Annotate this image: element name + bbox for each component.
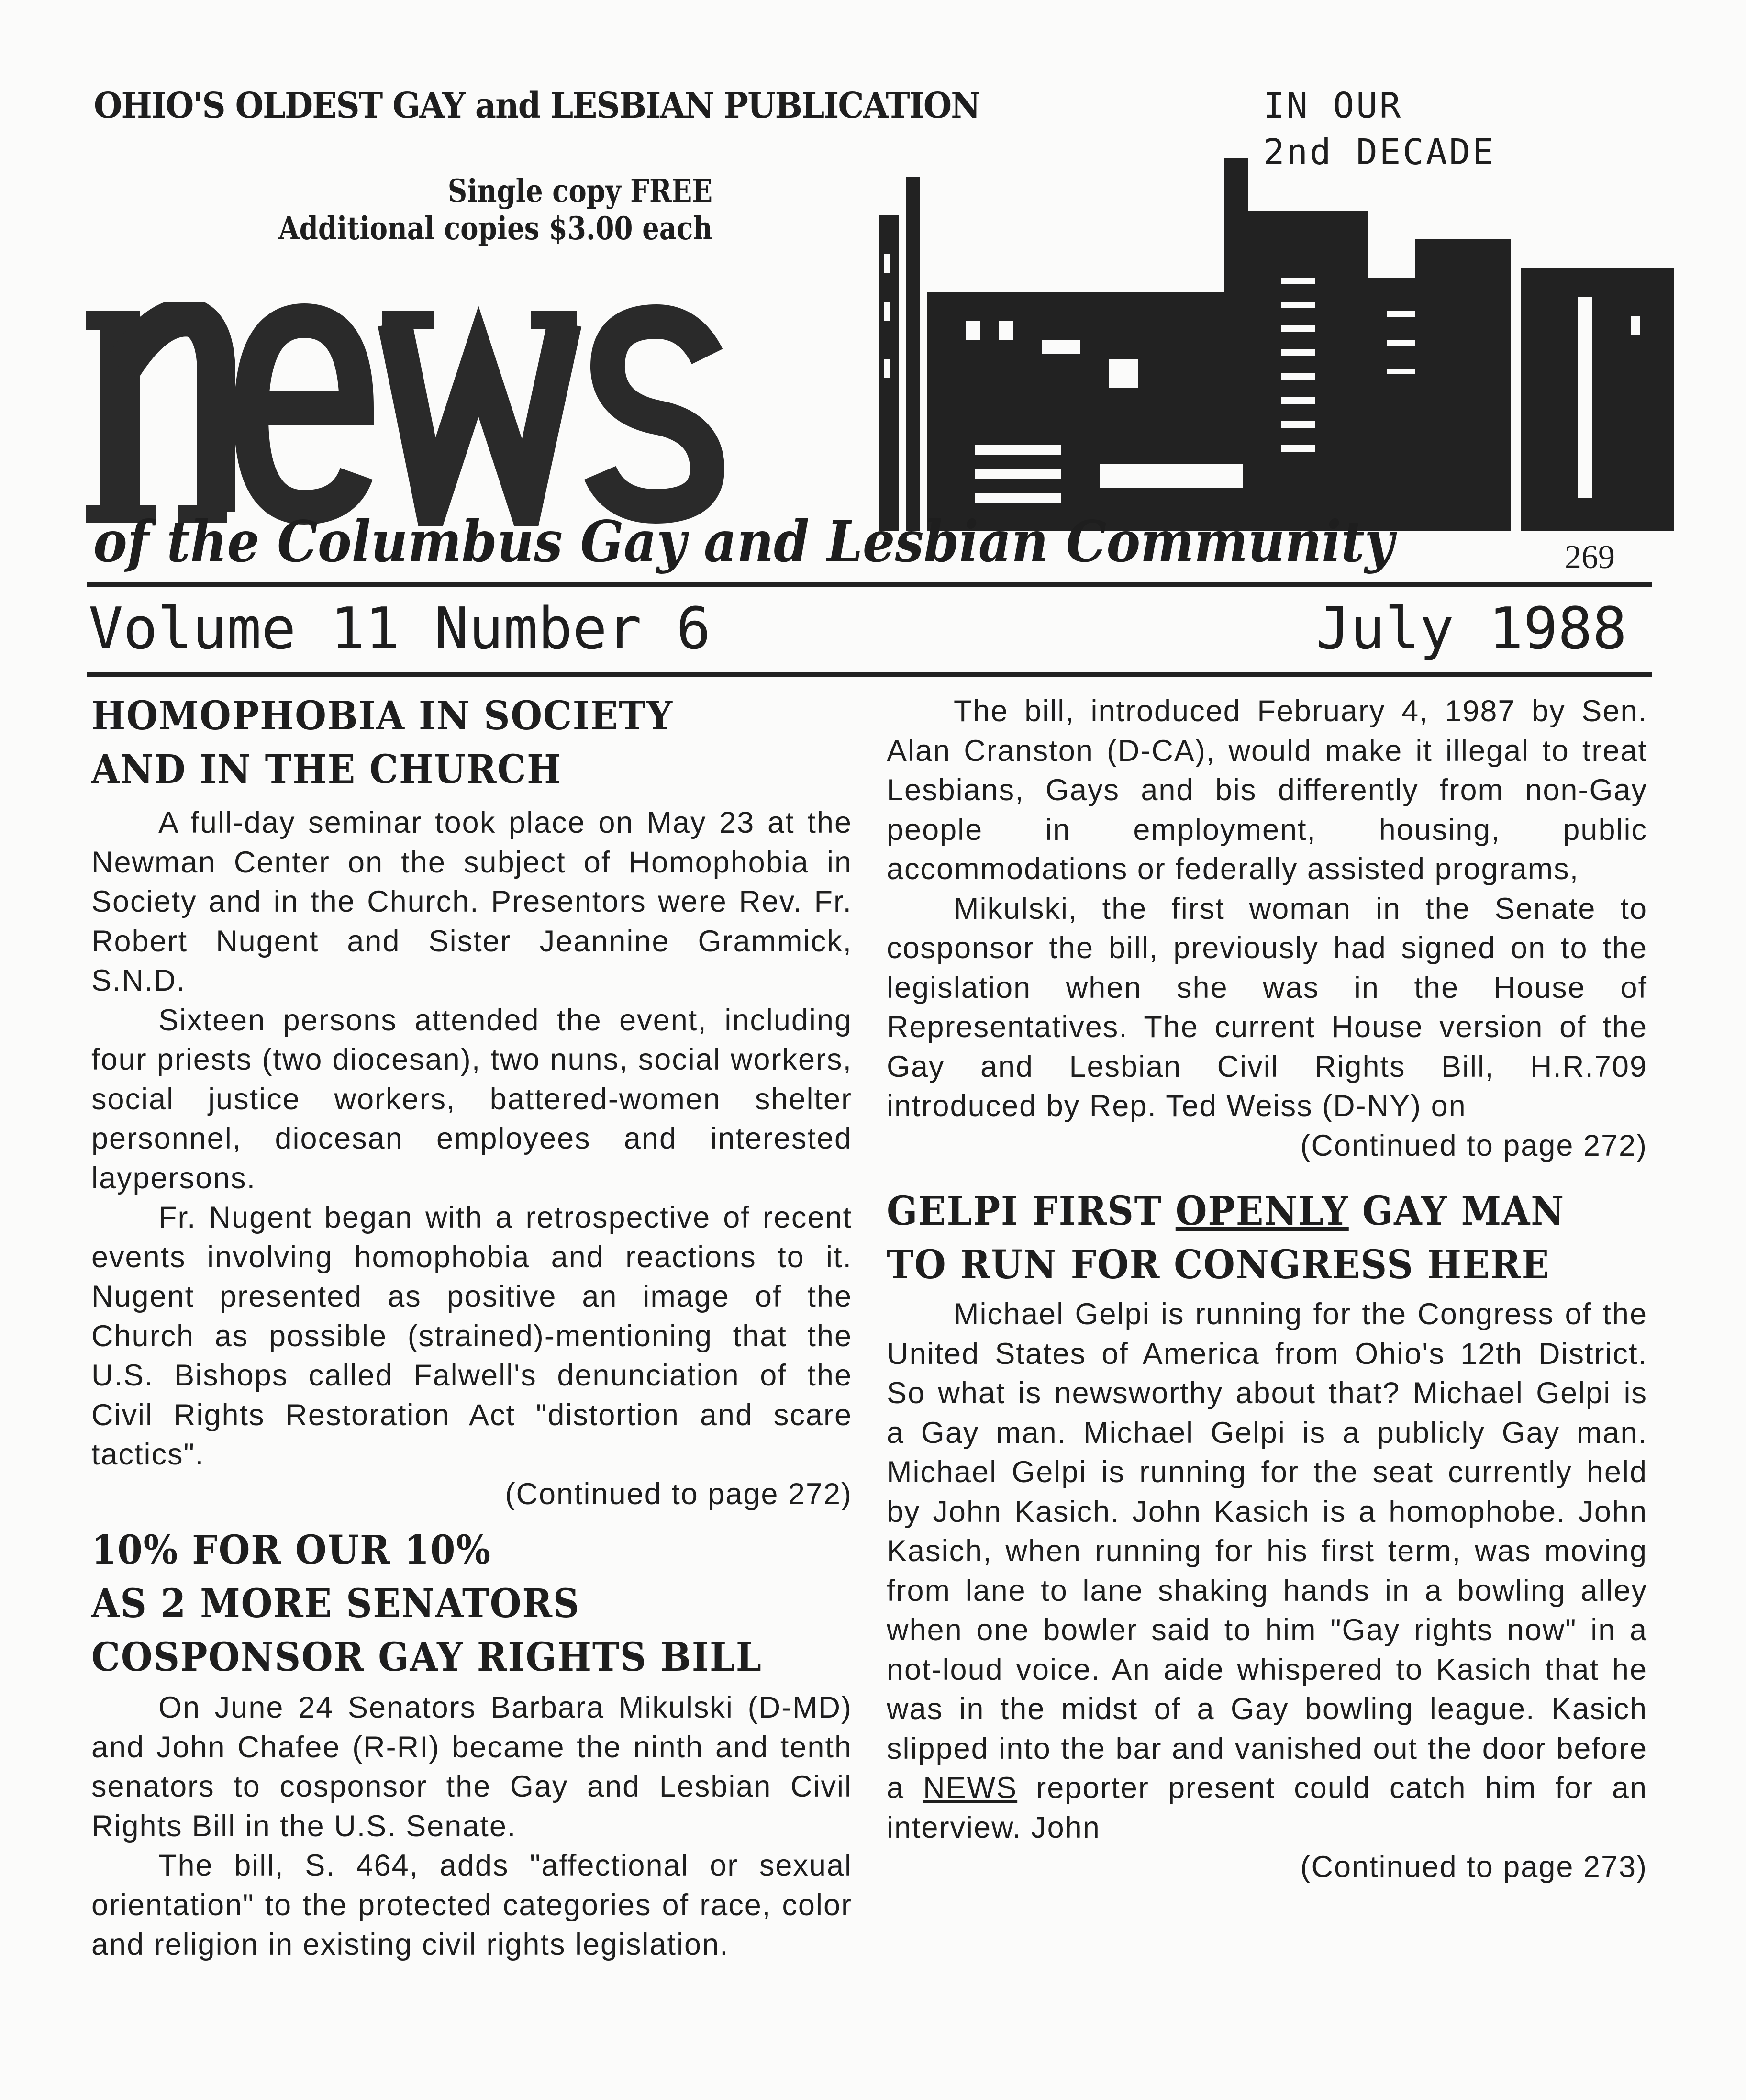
issue-date: July 1988 <box>1316 596 1627 662</box>
masthead-logo <box>86 302 727 526</box>
logo-letter-e <box>251 321 356 507</box>
headline-line: AND IN THE CHURCH <box>91 747 562 793</box>
left-column <box>91 689 852 1965</box>
article-paragraph: Sixteen persons attended the event, including four priests (two diocesan), two nuns, social workers, social justice workers, battered-women shelter personnel, diocesan employees and interested laypersons. <box>91 1003 852 1195</box>
article-homophobia <box>91 689 852 1514</box>
news-underlined: NEWS <box>923 1771 1018 1805</box>
page-number: 269 <box>1565 539 1615 576</box>
article-paragraph: The bill, introduced February 4, 1987 by Sen. Alan Cranston (D-CA), would make it illegal to treat Lesbians, Gays and bis differently from non-Gay people in employment, housing, public accommodations or federally assisted programs, <box>887 694 1647 886</box>
masthead-subtitle: of the Columbus Gay and Lesbian Community <box>93 508 1394 575</box>
paragraph-text: reporter present could catch him for an interview. John <box>887 1771 1647 1844</box>
headline-line: AS 2 MORE SENATORS <box>91 1581 580 1627</box>
article-senators <box>91 1523 852 1965</box>
article-paragraph: Fr. Nugent began with a retrospective of recent events involving homophobia and reactions to it. Nugent presented as positive an image of the Church as possible (strained)-mentioning that the U.S. Bishops called Falwell's denunciation of the Civil Rights Restoration Act "distortion and scare tactics". <box>91 1201 852 1471</box>
publication-banner: OHIO'S OLDEST GAY and LESBIAN PUBLICATION <box>94 85 980 126</box>
headline-line: TO RUN FOR CONGRESS HERE <box>887 1242 1550 1288</box>
article-gelpi <box>887 1184 1647 1887</box>
headline-line <box>887 1184 1587 1238</box>
divider-rule <box>87 582 1652 587</box>
continued-note: (Continued to page 272) <box>1300 1128 1647 1162</box>
article-paragraph: On June 24 Senators Barbara Mikulski (D-MD) and John Chafee (R-RI) became the ninth and tenth senators to cosponsor the Gay and Lesbian Civil Rights Bill in the U.S. Senate. <box>91 1691 852 1843</box>
paragraph-text: Michael Gelpi is running for the Congress of the United States of America from Ohio's 12th District. So what is newsworthy about that? Michael Gelpi is a Gay man. Michael Gelpi is a publicly Gay man. Michael Gelpi is running for the seat currently held by John Kasich. John Kasich is a homophobe. John Kasich, when running for his first term, was moving from lane to lane shaking hands in a bowling alley when one bowler said to him "Gay rights now" in a not-loud voice. An aide whispered to Kasich that he was in the midst of a Gay bowling league. Kasich slipped into the bar and vanished out the door before a <box>887 1297 1647 1805</box>
price-additional: Additional copies $3.00 each <box>278 210 712 247</box>
continued-note: (Continued to page 273) <box>1300 1850 1647 1884</box>
decade-line-1: IN OUR <box>1263 85 1403 126</box>
headline-line: 10% FOR OUR 10% <box>91 1527 491 1573</box>
logo-letter-w <box>395 323 565 505</box>
decade-line-2: 2nd DECADE <box>1263 132 1496 173</box>
price-notice <box>278 172 712 247</box>
right-column <box>887 692 1647 1887</box>
headline-line: HOMOPHOBIA IN SOCIETY <box>91 693 673 739</box>
headline-part: GELPI FIRST <box>887 1188 1176 1234</box>
skyline-illustration <box>879 158 1674 531</box>
article-paragraph: The bill, S. 464, adds "affectional or sexual orientation" to the protected categories of race, color and religion in existing civil rights legislation. <box>91 1849 852 1961</box>
headline-line: COSPONSOR GAY RIGHTS BILL <box>91 1634 762 1680</box>
article-paragraph: Mikulski, the first woman in the Senate to cosponsor the bill, previously had signed on to the legislation when she was in the House of Representatives. The current House version of the Gay and Lesbian Civil Rights Bill, H.R.709 introduced by Rep. Ted Weiss (D-NY) on <box>887 892 1647 1123</box>
article-paragraph: A full-day seminar took place on May 23 at the Newman Center on the subject of Homophobia in Society and in the Church. Presentors were Rev. Fr. Robert Nugent and Sister Jeannine Grammick, S.N.D. <box>91 806 852 997</box>
article-senators-continued <box>887 692 1647 1165</box>
article-paragraph <box>887 1295 1647 1847</box>
headline-underlined: OPENLY <box>1175 1188 1349 1234</box>
divider-rule <box>87 672 1652 677</box>
price-single: Single copy FREE <box>447 172 712 210</box>
volume-number: Volume 11 Number 6 <box>89 596 711 662</box>
headline-part: GAY MAN <box>1348 1188 1565 1234</box>
continued-note: (Continued to page 272) <box>505 1477 852 1511</box>
logo-letter-s <box>600 322 707 506</box>
